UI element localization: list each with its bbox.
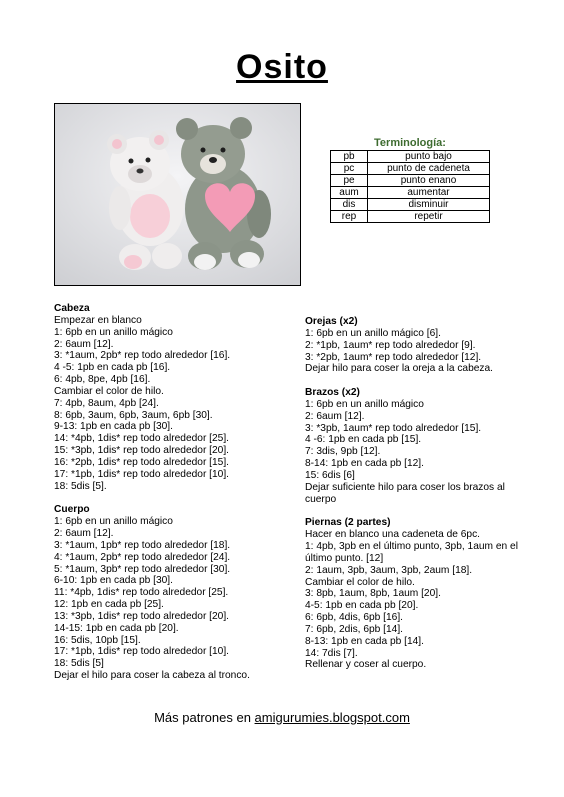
section-brazos: [305, 387, 518, 505]
instruction-line: 8: 6pb, 3aum, 6pb, 3aum, 6pb [30].: [54, 409, 213, 421]
instruction-line: 11: *4pb, 1dis* rep todo alrededor [25].: [54, 587, 229, 599]
instruction-line: 1: 4pb, 3pb en el último punto, 3pb, 1aum en el: [305, 541, 518, 553]
instruction-line: Rellenar y coser al cuerpo.: [305, 659, 427, 671]
terminology-row: [331, 199, 490, 211]
cabeza-lines: [54, 315, 250, 493]
instruction-line: 15: *3pb, 1dis* rep todo alrededor [20].: [54, 445, 230, 457]
instruction-line: 14: 7dis [7].: [305, 647, 358, 659]
term-meaning: punto de cadeneta: [368, 163, 490, 175]
section-title-cabeza: Cabeza: [54, 303, 90, 314]
instruction-line: Dejar el hilo para coser la cabeza al tronco.: [54, 670, 250, 682]
instruction-line: cuerpo: [305, 493, 337, 505]
instruction-line: 4 -5: 1pb en cada pb [16].: [54, 362, 171, 374]
instruction-line: 2: 6aum [12].: [54, 528, 114, 540]
instruction-line: 3: *1aum, 1pb* rep todo alrededor [18].: [54, 539, 231, 551]
instruction-line: 6: 4pb, 8pe, 4pb [16].: [54, 374, 151, 386]
term-meaning: punto enano: [368, 175, 490, 187]
instruction-line: 1: 6pb en un anillo mágico: [54, 326, 173, 338]
instruction-line: 2: 6aum [12].: [54, 338, 114, 350]
instruction-line: 9-13: 1pb en cada pb [30].: [54, 421, 173, 433]
section-orejas: [305, 316, 518, 375]
terminology-row: [331, 211, 490, 223]
instruction-line: 7: 4pb, 8aum, 4pb [24].: [54, 397, 159, 409]
instruction-line: 1: 6pb en un anillo mágico: [54, 516, 173, 528]
instruction-line: Dejar suficiente hilo para coser los brazos al: [305, 481, 505, 493]
instruction-line: 16: *2pb, 1dis* rep todo alrededor [15].: [54, 456, 230, 468]
term-abbr: dis: [331, 199, 368, 211]
instruction-line: 18: 5dis [5].: [54, 480, 107, 492]
instruction-line: 3: 8pb, 1aum, 8pb, 1aum [20].: [305, 588, 441, 600]
term-abbr: pc: [331, 163, 368, 175]
section-title-piernas: Piernas (2 partes): [305, 517, 391, 529]
instruction-line: 13: *3pb, 1dis* rep todo alrededor [20].: [54, 610, 230, 622]
instruction-line: 17: *1pb, 1dis* rep todo alrededor [10].: [54, 646, 230, 658]
instruction-line: 7: 3dis, 9pb [12].: [305, 446, 381, 458]
section-title-orejas: Orejas (x2): [305, 316, 358, 327]
instruction-line: 12: 1pb en cada pb [25].: [54, 599, 164, 611]
instruction-line: último punto. [12]: [305, 552, 384, 564]
term-abbr: aum: [331, 187, 368, 199]
brazos-lines: [305, 399, 518, 506]
instruction-line: Cambiar el color de hilo.: [305, 576, 415, 588]
left-column: [54, 303, 250, 682]
term-meaning: aumentar: [368, 187, 490, 199]
term-meaning: punto bajo: [368, 151, 490, 163]
instruction-line: 4: *1aum, 2pb* rep todo alrededor [24].: [54, 551, 231, 563]
terminology-row: [331, 151, 490, 163]
instruction-line: 18: 5dis [5]: [54, 658, 104, 670]
instruction-line: 8-14: 1pb en cada pb [12].: [305, 458, 424, 470]
instruction-line: Dejar hilo para coser la oreja a la cabeza.: [305, 363, 494, 375]
section-cuerpo: [54, 504, 250, 682]
teddy-bears-photo: [54, 103, 301, 286]
terminology-row: [331, 175, 490, 187]
instruction-line: 5: *1aum, 3pb* rep todo alrededor [30].: [54, 563, 231, 575]
instruction-line: 4-5: 1pb en cada pb [20].: [305, 600, 419, 612]
term-abbr: pb: [331, 151, 368, 163]
instruction-line: 2: 6aum [12].: [305, 410, 365, 422]
instruction-line: 8-13: 1pb en cada pb [14].: [305, 635, 424, 647]
instruction-line: 6: 6pb, 4dis, 6pb [16].: [305, 612, 403, 624]
term-meaning: repetir: [368, 211, 490, 223]
section-cabeza: [54, 303, 250, 493]
page-title: Osito: [236, 48, 328, 86]
terminology-title: Terminología:: [374, 137, 446, 149]
term-abbr: rep: [331, 211, 368, 223]
instruction-line: 3: *3pb, 1aum* rep todo alrededor [15].: [305, 422, 482, 434]
piernas-lines: [305, 529, 518, 671]
orejas-lines: [305, 328, 518, 375]
section-piernas: [305, 517, 518, 671]
footer: [0, 710, 564, 725]
instruction-line: 7: 6pb, 2dis, 6pb [14].: [305, 623, 403, 635]
instruction-line: 3: *1aum, 2pb* rep todo alrededor [16].: [54, 350, 231, 362]
instruction-line: 1: 6pb en un anillo mágico [6].: [305, 327, 441, 339]
instruction-line: 16: 5dis, 10pb [15].: [54, 634, 141, 646]
instruction-line: 2: 1aum, 3pb, 3aum, 3pb, 2aum [18].: [305, 564, 473, 576]
cuerpo-lines: [54, 516, 250, 682]
instruction-line: 15: 6dis [6]: [305, 469, 355, 481]
instruction-line: 1: 6pb en un anillo mágico: [305, 398, 424, 410]
instruction-line: 17: *1pb, 1dis* rep todo alrededor [10].: [54, 468, 230, 480]
instruction-line: Empezar en blanco: [54, 314, 142, 326]
terminology-row: [331, 163, 490, 175]
instruction-line: 3: *2pb, 1aum* rep todo alrededor [12].: [305, 351, 482, 363]
instruction-line: 2: *1pb, 1aum* rep todo alrededor [9].: [305, 339, 476, 351]
blog-link[interactable]: amigurumies.blogspot.com: [254, 710, 410, 725]
section-title-cuerpo: Cuerpo: [54, 504, 90, 516]
term-meaning: disminuir: [368, 199, 490, 211]
instruction-line: 6-10: 1pb en cada pb [30].: [54, 575, 173, 587]
instruction-line: 4 -6: 1pb en cada pb [15].: [305, 434, 422, 446]
right-column: [305, 316, 518, 671]
section-title-brazos: Brazos (x2): [305, 387, 360, 399]
instruction-line: 14-15: 1pb en cada pb [20].: [54, 622, 179, 634]
footer-prefix: Más patrones en: [154, 710, 255, 725]
term-abbr: pe: [331, 175, 368, 187]
instruction-line: Cambiar el color de hilo.: [54, 385, 164, 397]
terminology-table: [330, 137, 490, 223]
terminology-row: [331, 187, 490, 199]
instruction-line: 14: *4pb, 1dis* rep todo alrededor [25].: [54, 433, 230, 445]
instruction-line: Hacer en blanco una cadeneta de 6pc.: [305, 529, 481, 541]
